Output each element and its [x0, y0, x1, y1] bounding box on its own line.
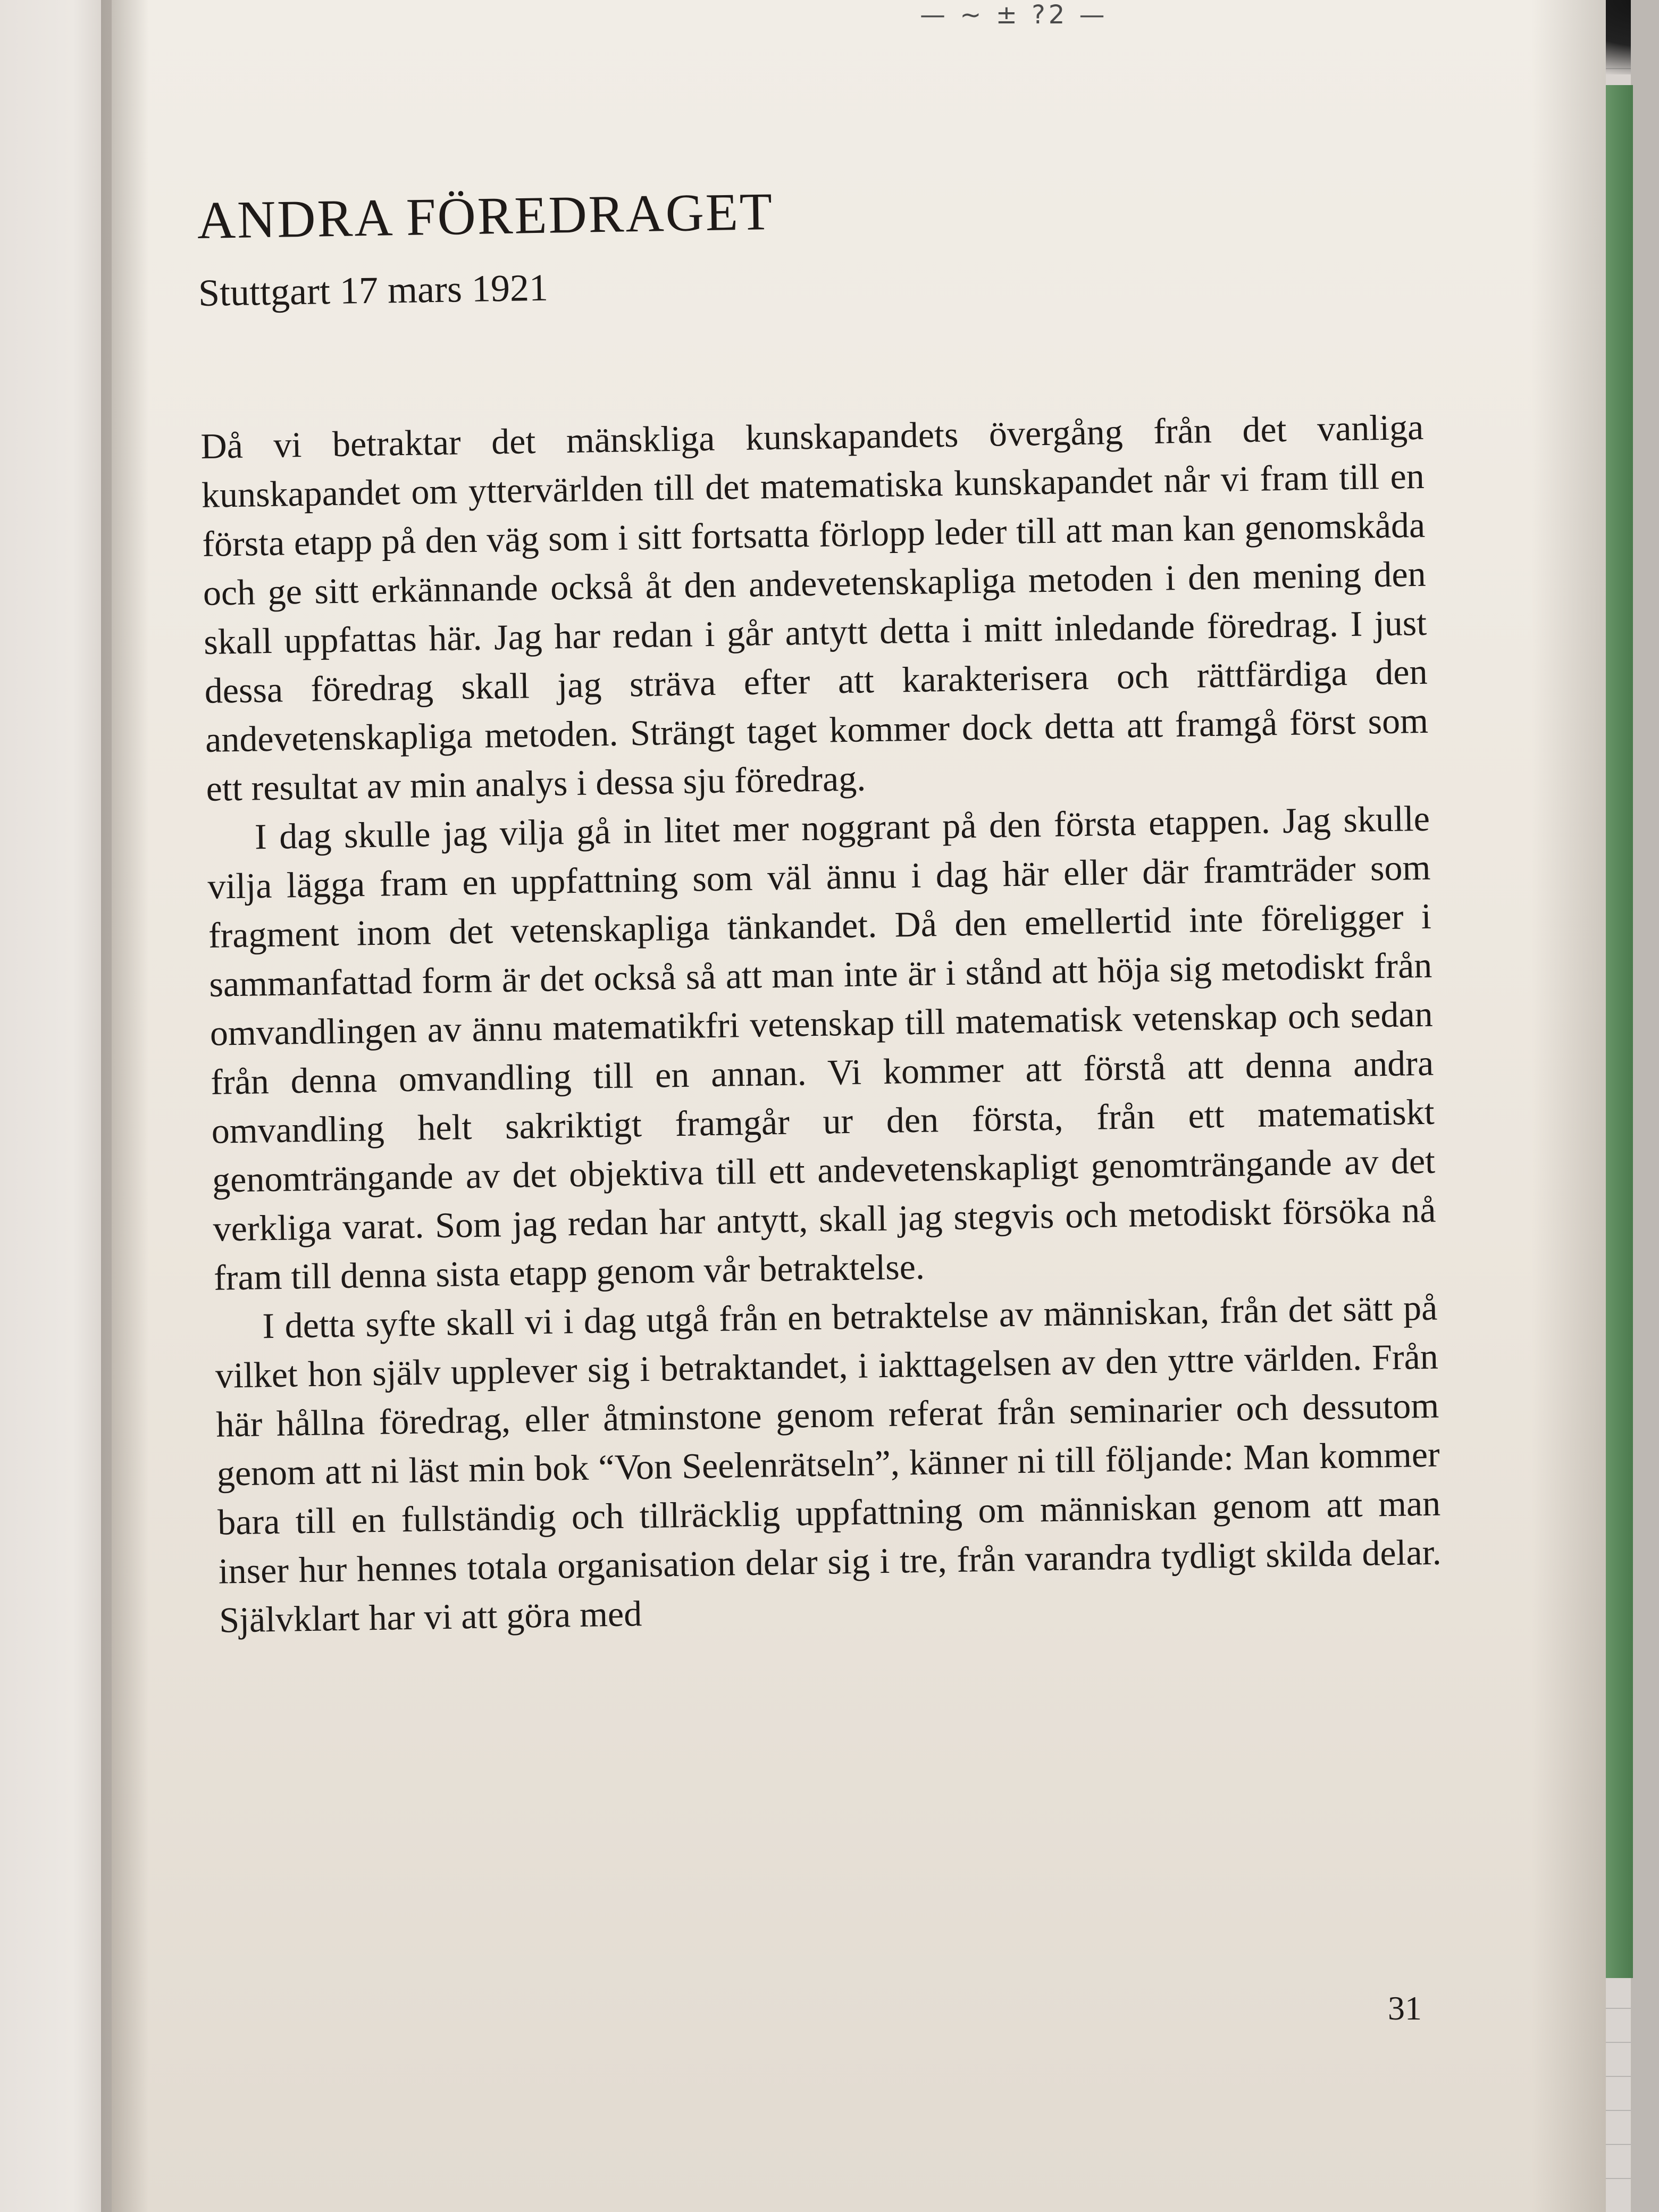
body-text [200, 403, 1443, 1645]
table-surface [1631, 0, 1659, 2212]
paragraph: Då vi betraktar det mänskliga kunskapandets övergång från det vanliga kunskapandet om yttervärlden till det matematiska kunskapandet når vi fram till en första etapp på den väg som i sitt fortsatta förlopp leder till att man kan genomskåda och ge sitt erkännande också åt den andevetenskapliga metoden i den mening den skall uppfattas här. Jag har redan i går antytt detta i mitt inledande föredrag. I just dessa föredrag skall jag sträva efter att karakterisera och rättfärdiga den andevetenskapliga metoden. Strängt taget kommer dock detta att framgå först som ett resultat av min analys i dessa sju föredrag. [200, 406, 1429, 809]
page-content [197, 172, 1443, 1645]
paragraph: I detta syfte skall vi i dag utgå från en betraktelse av människan, från det sätt på vilket hon själv upplever sig i betraktandet, i iakttagelsen av den yttre världen. Från här hållna föredrag, eller åtminstone genom referat från seminarier och dessutom genom att ni läst min bok “Von Seelenrätseln”, känner ni till följande: Man kommer bara till en fullständig och tillräcklig uppfattning om människan genom att man inser hur hennes totala organisation delar sig i tre, från varandra tydligt skilda delar. Självklart har vi att göra med [215, 1287, 1442, 1640]
chapter-subtitle: Stuttgart 17 mars 1921 [198, 266, 549, 314]
page-number: 31 [1388, 1989, 1422, 2027]
chapter-title: ANDRA FÖREDRAGET [196, 181, 774, 250]
paragraph: I dag skulle jag vilja gå in litet mer noggrant på den första etappen. Jag skulle vilja lägga fram en uppfattning som väl ännu i dag här eller där framträder som fragment inom det vetenskapliga tänkandet. Då den emellertid inte föreligger i sammanfattad form är det också så att man inte är i stånd att höja sig metodiskt från omvandlingen av ännu matematikfri vetenskap till matematisk vetenskap och sedan från denna omvandling till en annan. Vi kommer att förstå att denna andra omvandling helt sakriktigt framgår ur den första, från ett matematiskt genomträngande av det objektiva till ett andevetenskapligt genomträngande av det verkliga varat. Som jag redan har antytt, skall jag stegvis och metodiskt försöka nå fram till denna sista etapp genom vår betraktelse. [207, 798, 1436, 1298]
pencil-note: — ~ ± ?2 — [920, 0, 1108, 30]
page-edge-shadow [1531, 0, 1606, 2212]
gutter-shadow [101, 0, 149, 2212]
